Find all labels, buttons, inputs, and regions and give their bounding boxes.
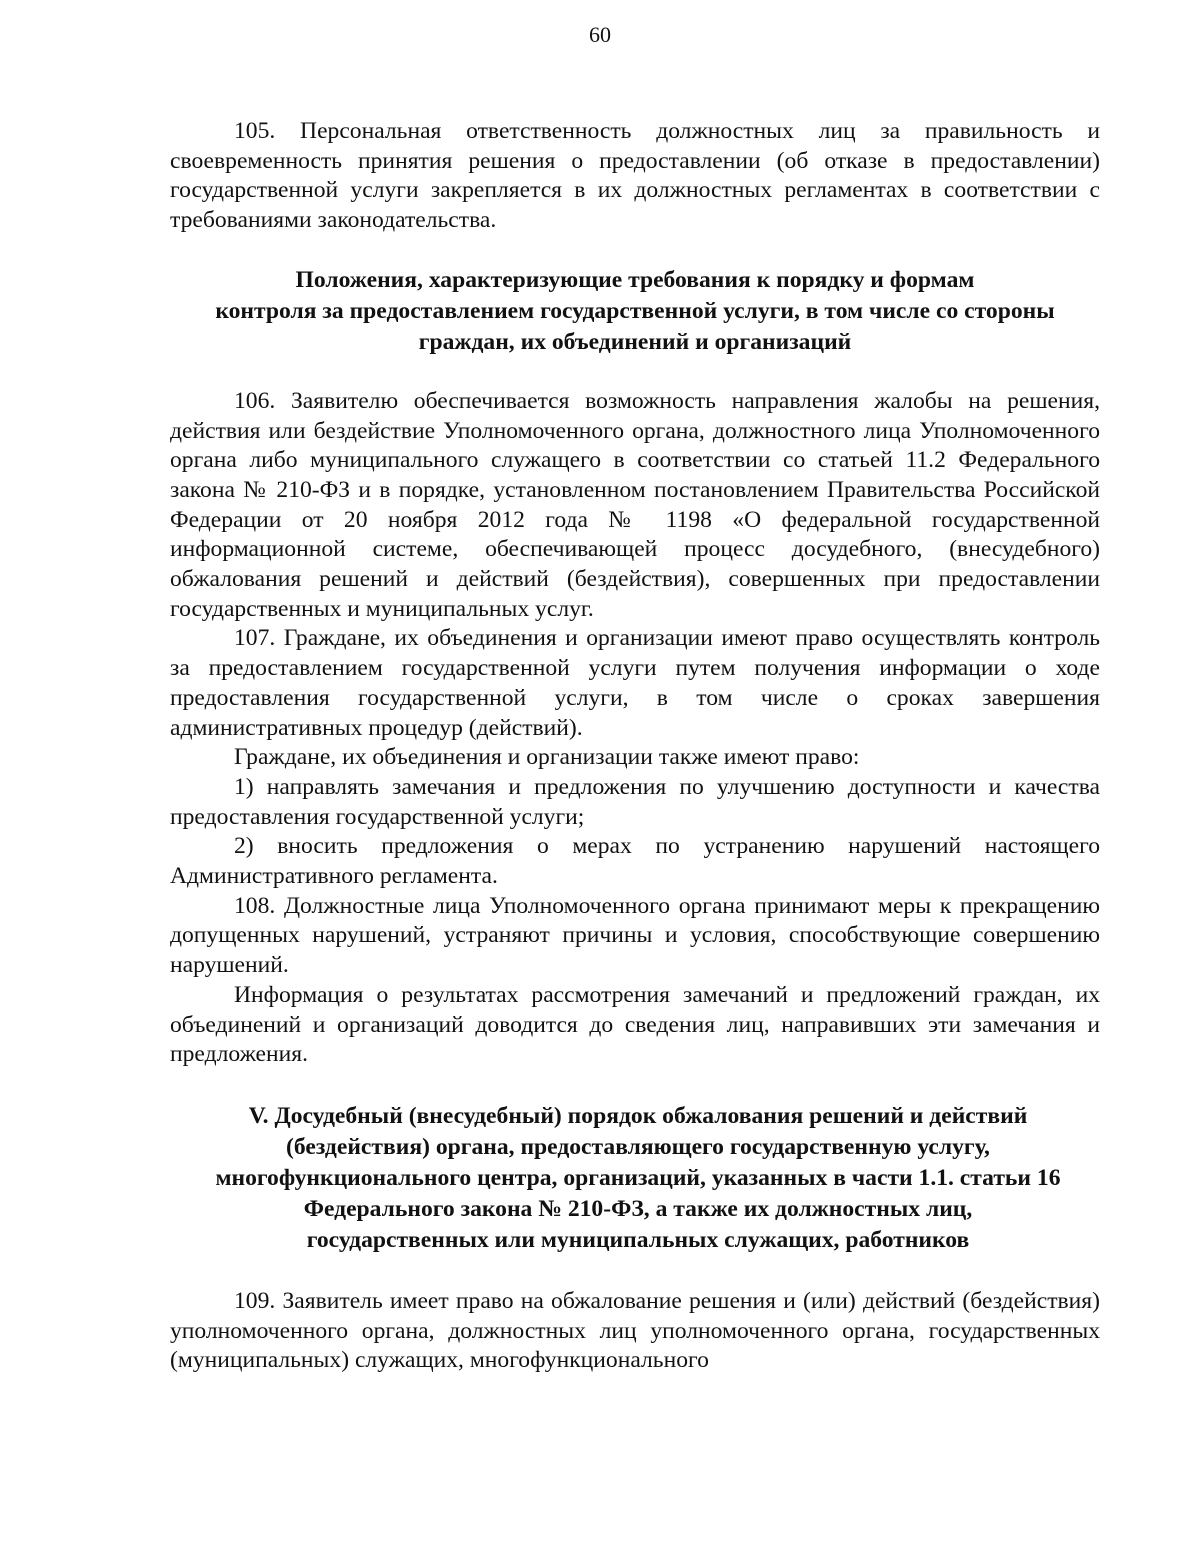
document-body bbox=[170, 117, 1100, 1376]
heading-line: государственных или муниципальных служащих, работников bbox=[306, 1226, 970, 1253]
heading-line: граждан, их объединений и организаций bbox=[418, 328, 852, 355]
heading-line: V. Досудебный (внесудебный) порядок обжалования решений и действий bbox=[248, 1102, 1028, 1129]
page-number: 60 bbox=[589, 22, 611, 47]
list-item-2: 2) вносить предложения о мерах по устранению нарушений настоящего Административного регламента. bbox=[170, 833, 1100, 890]
heading-line: Федерального закона № 210-ФЗ, а также их должностных лиц, bbox=[303, 1195, 973, 1222]
paragraph-105: 105. Персональная ответственность должностных лиц за правильность и своевременность принятия решения о предоставлении (об отказе в предоставлении) государственной услуги закрепляется в их должностных регламентах в соответствии с требованиями законодательства. bbox=[170, 118, 1100, 234]
paragraph-109: 109. Заявитель имеет право на обжалование решения и (или) действий (бездействия) уполномоченного органа, должностных лиц уполномоченного органа, государственных (муниципальных) служащих, многофункционального bbox=[170, 1287, 1100, 1374]
list-item-1: 1) направлять замечания и предложения по улучшению доступности и качества предоставления государственной услуги; bbox=[170, 773, 1100, 830]
heading-line: Положения, характеризующие требования к порядку и формам bbox=[295, 266, 975, 293]
heading-line: (бездействия) органа, предоставляющего государственную услугу, bbox=[286, 1133, 990, 1160]
section-heading-control bbox=[170, 265, 1100, 358]
paragraph-106: 106. Заявителю обеспечивается возможность направления жалобы на решения, действия или бездействие Уполномоченного органа, должностного лица Уполномоченного органа либо муниципального служащего в соответствии со статьей 11.2 Федерального закона № 210-ФЗ и в порядке, установленном постановлением Правительства Российской Федерации от 20 ноября 2012 года № 1198 «О федеральной государственной информационной системе, обеспечивающей процесс досудебного, (внесудебного) обжалования решений и действий (бездействия), совершенных при предоставлении государственных и муниципальных услуг. bbox=[170, 387, 1100, 622]
paragraph-108: 108. Должностные лица Уполномоченного органа принимают меры к прекращению допущенных нарушений, устраняют причины и условия, способствующие совершению нарушений. bbox=[170, 892, 1100, 979]
heading-line: многофункционального центра, организаций, указанных в части 1.1. статьи 16 bbox=[215, 1164, 1061, 1191]
paragraph-107: 107. Граждане, их объединения и организации имеют право осуществлять контроль за предоставлением государственной услуги путем получения информации о ходе предоставления государственной услуги, в том числе о сроках завершения административных процедур (действий). bbox=[170, 625, 1100, 741]
heading-line: контроля за предоставлением государственной услуги, в том числе со стороны bbox=[215, 297, 1055, 324]
paragraph-107-rights: Граждане, их объединения и организации также имеют право: bbox=[234, 744, 860, 771]
paragraph-108-info: Информация о результатах рассмотрения замечаний и предложений граждан, их объединений и организаций доводится до сведения лиц, направивших эти замечания и предложения. bbox=[170, 981, 1100, 1068]
section-heading-v bbox=[170, 1101, 1100, 1256]
